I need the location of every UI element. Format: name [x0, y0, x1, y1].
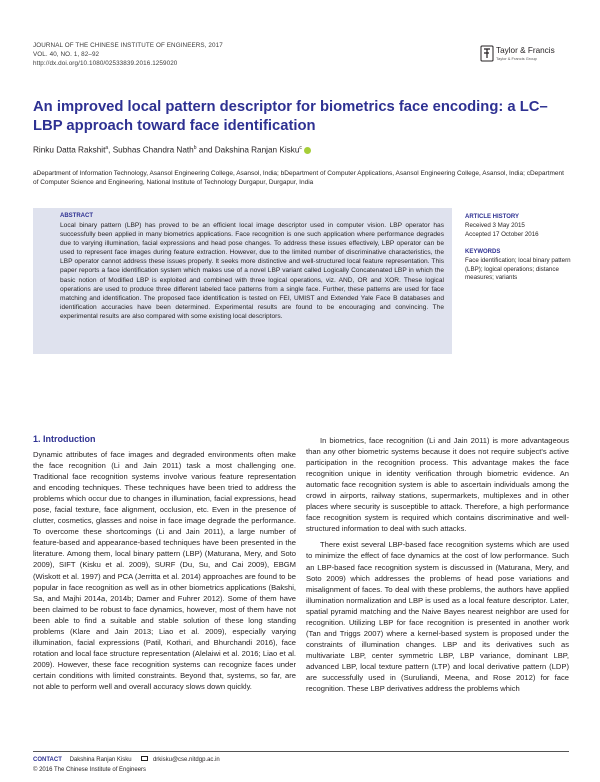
contact-email[interactable]: drkisku@cse.nitdgp.ac.in	[152, 757, 220, 763]
keywords-heading: KEYWORDS	[465, 249, 501, 255]
article-history	[465, 213, 575, 239]
section-heading-introduction: 1. Introduction	[33, 434, 96, 444]
abstract-heading: ABSTRACT	[60, 213, 93, 219]
accepted-date: Accepted 17 October 2016	[465, 230, 539, 238]
contact-label: CONTACT	[33, 757, 62, 763]
author-2: Subhas Chandra Nath	[112, 145, 194, 155]
journal-info	[33, 41, 223, 68]
footer-divider	[33, 751, 569, 752]
author-1-affil: a	[105, 145, 109, 151]
journal-name: JOURNAL OF THE CHINESE INSTITUTE OF ENGINEERS, 2017	[33, 42, 223, 49]
orcid-icon[interactable]	[304, 147, 311, 154]
publisher-name: Taylor & Francis	[496, 46, 555, 55]
contact-line	[33, 756, 220, 763]
mail-icon	[141, 756, 148, 761]
keywords	[465, 248, 575, 283]
article-history-heading: ARTICLE HISTORY	[465, 214, 520, 220]
author-3: Dakshina Ranjan Kisku	[214, 145, 300, 155]
publisher-logo	[480, 45, 570, 65]
keywords-text: Face identification; local binary pattern (LBP); logical operations; distance measures; variants	[465, 256, 571, 282]
paragraph: There exist several LBP-based face recognition systems which are used to minimize the effect of face dynamics at the cost of low performance. Such an LBP-based face recognition system is discussed in (Maturana, Mery, and Soto 2009) which addresses the problems of head pose variations and misalignment of faces. To deal with these problems, the authors have applied illumination normalization and LBP is used as a local feature descriptor. Later, spatial pyramid matching and the Naive Bayes nearest neighbor are used for recognition. Utilizing LBP for face recognition is presented in another work (Tan and Triggs 2007) where a kernel-based system is proposed under the constraints of illumination changes. LBP and its derivatives such as multivariate LBP, center symmetric LBP, LBP variance, dominant LBP, advanced LBP, local texture pattern (LTP) and local derivative pattern (LDP) are successfully used in (Suruliandi, Meena, and Rose 2012) for face recognition. These LBP derivatives address the problems which	[306, 540, 569, 694]
taylor-francis-logo-icon	[480, 45, 494, 62]
copyright: © 2016 The Chinese Institute of Engineers	[33, 767, 147, 773]
author-3-affil: c	[299, 145, 302, 151]
abstract-text: Local binary pattern (LBP) has proved to be an efficient local image descriptor used in computer vision. LBP operator has successfully been applied in many biometrics applications. Face recognition is one such application where performance degrades due to varying illumination, facial expressions and head pose changes. To address these issues effectively, LBP operator can be used to represent face images during feature extraction. However, due to the limited number of discriminative characteristics, the LBP operator cannot address these issues properly. It seeks more distinctive and well-structured local feature representation. This paper reports a face identification system which makes use of a novel LBP variant called Logically Concatenated LBP in which the basic notion of Modified LBP is exploited and combined with three logical operations, viz. AND, OR and XOR. These logical operations are used to produce three different labeled face patterns from a single face. Further, these patterns are used for face matching and identification. The proposed face identification is tested on FEI, UMIST and Extended Yale Face B databases and identification accuracies have been determined. Experimental results are found to be encouraging and convincing. The experimental results are also compared with some existing local descriptors.	[60, 222, 444, 320]
paper-title: An improved local pattern descriptor for biometrics face encoding: a LC–LBP approach toward face identification	[33, 99, 548, 134]
affiliations: aDepartment of Information Technology, Asansol Engineering College, Asansol, India; bDepartment of Computer Applications, Asansol Engineering College, Asansol, India; cDepartment of Computer Science and Engineering, National Institute of Technology Durgapur, Durgapur, India	[33, 170, 564, 186]
journal-doi[interactable]: http://dx.doi.org/10.1080/02533839.2016.1259020	[33, 60, 178, 67]
author-separator: and	[196, 145, 215, 155]
paragraph: Dynamic attributes of face images and degraded environments often make the face recognition (Li and Jain 2011) task a most challenging one. Traditional face recognition systems involve various feature representation and encoding techniques. These techniques have been tried to address the problems which occur due to changes in illumination, facial expressions, head pose, facial texture, face alignment, occlusion, etc. Even in the presence of clutter, cosmetics, glasses and noise in face image degrade the performance. To overcome these shortcomings (Li and Jain 2011), a large number of feature-based and appearance-based techniques have been presented in the literature. Among them, local binary pattern (LBP) (Maturana, Mery, and Soto 2009), SIFT (Kisku et al. 2009), SURF (Du, Su, and Cai 2009), EBGM (Wiskott et al. 1997) and PCA (Jerritta et al. 2014) approaches are found to be popular in face recognition as well as in other biometrics applications (Bakshi, Sa, and Majhi 2014a, 2014b; Damer and Fuhrer 2012). Some of them have been claimed to be robust to face dynamics, however, most of them have not been able to find a suitable and stable solution of these long standing problems (Klare and Jain 2013; Liao et al. 2009), especially varying illumination, facial expressions (Patil, Kothari, and Bhurchandi 2016), face rotation and local face structure representation (Alelaiwi et al. 2016; Liao et al. 2009). However, these face recognition systems can recognize faces under certain conditions with limited constraints. Beyond that, systems, so far, are not able to perform well and overall accuracy slows down quickly.	[33, 450, 296, 691]
author-2-affil: b	[193, 145, 197, 151]
author-separator: ,	[108, 145, 113, 155]
received-date: Received 3 May 2015	[465, 221, 525, 229]
right-column	[306, 435, 569, 694]
left-column	[33, 449, 296, 692]
journal-volume: VOL. 40, NO. 1, 82–92	[33, 51, 100, 58]
contact-name: Dakshina Ranjan Kisku	[69, 757, 132, 763]
publisher-group: Taylor & Francis Group	[496, 56, 537, 61]
paragraph: In biometrics, face recognition (Li and Jain 2011) is more advantageous than any other biometric systems because it does not require subject's active participation in the recognition process. This advantage makes the face recognition unique in identity verification through biometric evidence. An automatic face recognition system is able to ascertain individuals among the crowd in airports, railway stations, supermarkets, multiplexes and in other places where security is susceptible to attack. Therefore, a high performance face recognition system is required which contains discriminative and well-structured information to deal with such attacks.	[306, 436, 569, 534]
author-1: Rinku Datta Rakshit	[33, 145, 106, 155]
author-list	[33, 145, 311, 155]
